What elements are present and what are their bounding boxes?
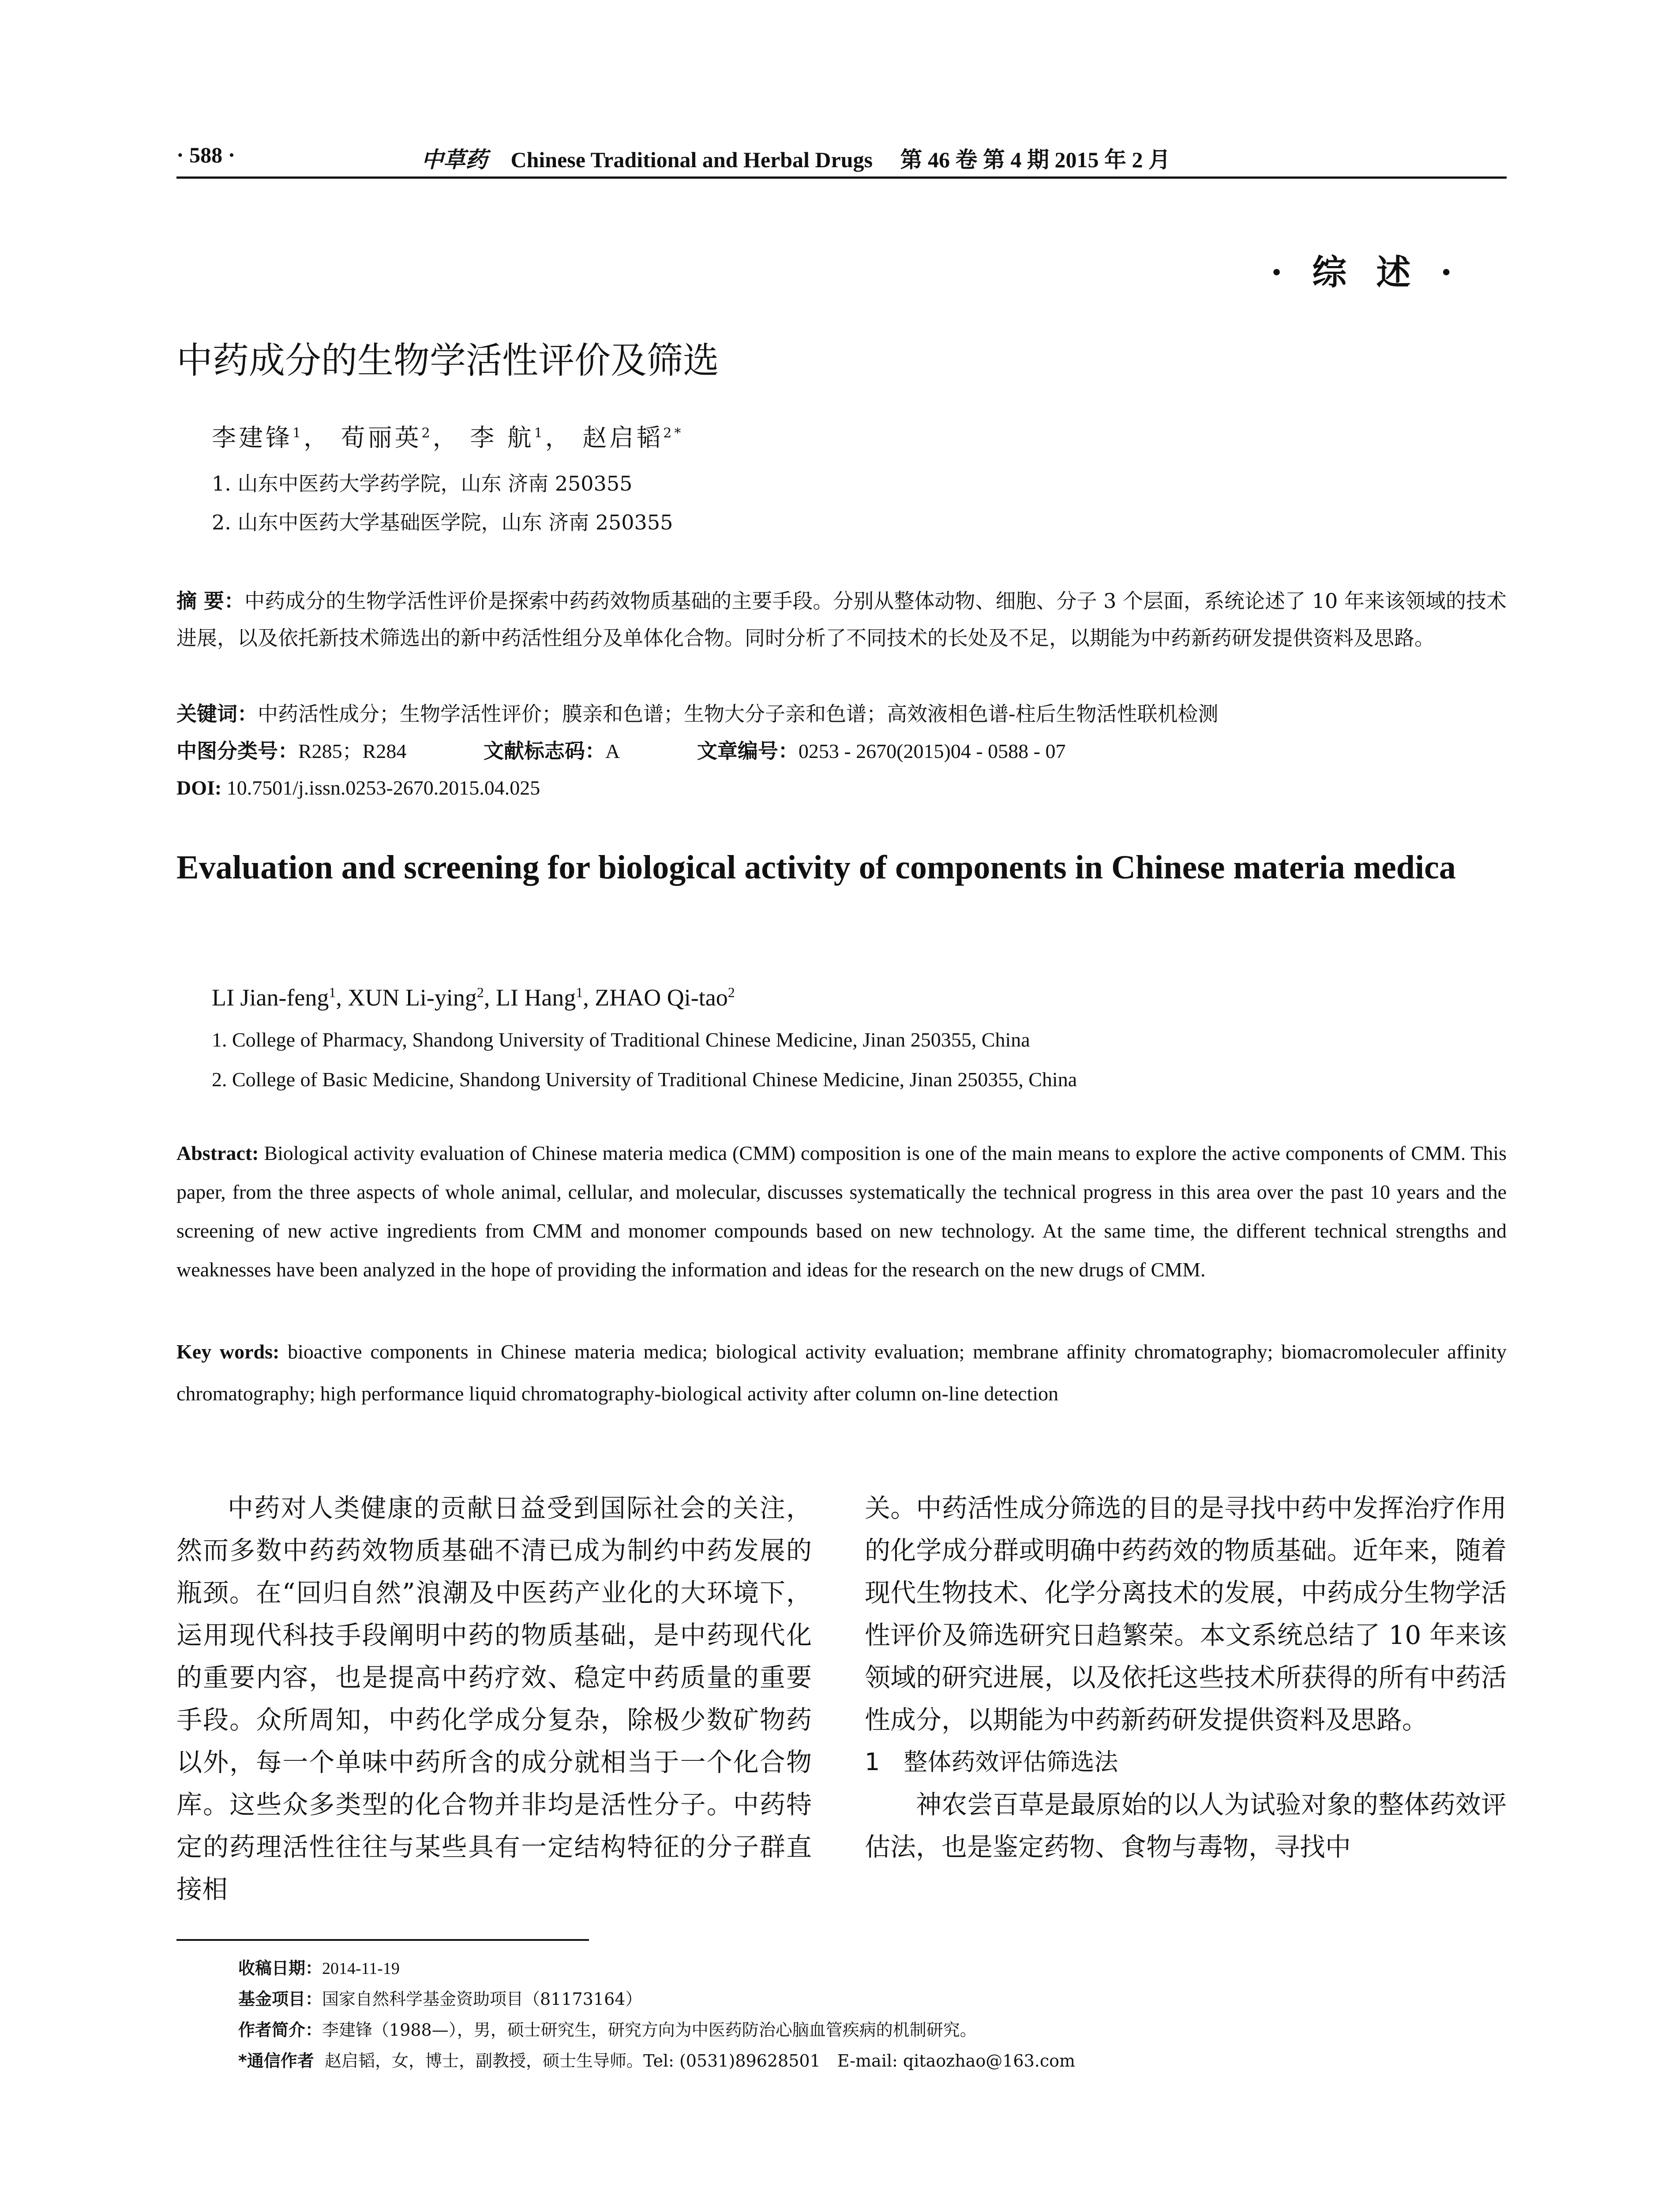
cn-authors: 李建锋$^1$， 荀丽英$^2$， 李 航$^1$， 赵启韬$^{2*}$ — [212, 424, 684, 452]
cn-abstract-label: 摘 要： — [176, 589, 245, 613]
en-keywords-label: Key words: — [176, 1340, 280, 1363]
doccode-value: A — [605, 740, 620, 762]
cn-keywords-label: 关键词： — [176, 702, 258, 726]
received-label: 收稿日期： — [238, 1958, 322, 1978]
section-heading: 1 整体药效评估筛选法 — [865, 1748, 1118, 1776]
clc-label: 中图分类号： — [176, 739, 298, 763]
cn-keywords-text: 中药活性成分；生物学活性评价；膜亲和色谱；生物大分子亲和色谱；高效液相色谱-柱后生物活性联机检测 — [258, 702, 1219, 726]
cn-author-aff: 1 — [534, 425, 545, 441]
doi-value: 10.7501/j.issn.0253-2670.2015.04.025 — [226, 777, 540, 799]
en-keywords-text: bioactive components in Chinese materia medica; biological activity evaluation; membrane affinity chromatography; biomacromoleculer affinity chromatography; high performance liquid chromatography-biological activity after column on-line detection — [176, 1340, 1507, 1405]
cn-affiliation: 2. 山东中医药大学基础医学院，山东 济南 250355 — [212, 510, 673, 534]
cn-title: 中药成分的生物学活性评价及筛选 — [176, 340, 720, 382]
en-author-name: LI Jian-feng — [212, 984, 329, 1011]
cn-author-aff: 2 — [421, 425, 433, 441]
en-author-name: XUN Li-ying — [348, 984, 477, 1011]
body-column-left — [176, 1487, 812, 1910]
cn-keywords — [176, 695, 1507, 732]
en-author-aff: 1 — [576, 984, 583, 1000]
articleno-value: 0253 - 2670(2015)04 - 0588 - 07 — [798, 740, 1066, 762]
en-affiliation: 1. College of Pharmacy, Shandong University of Traditional Chinese Medicine, Jinan 250355, China — [212, 1028, 1030, 1051]
cn-author-name: 李建锋 — [212, 424, 293, 452]
header-rule — [176, 176, 1507, 179]
corr-label: *通信作者 — [238, 2051, 314, 2071]
received-date: 2014-11-19 — [322, 1959, 400, 1978]
en-abstract-text: Biological activity evaluation of Chinese materia medica (CMM) composition is one of the main means to explore the active components of CMM. This paper, from the three aspects of whole animal, cellular, and molecular, discusses systematically the technical progress in this area over the past 10 years and the screening of new active ingredients from CMM and monomer compounds based on new technology. At the same time, the different technical strengths and weaknesses have been analyzed in the hope of providing the information and ideas for the research on the new drugs of CMM. — [176, 1142, 1507, 1281]
author-text: 李建锋（1988—），男，硕士研究生，研究方向为中医药防治心脑血管疾病的机制研究。 — [322, 2020, 977, 2040]
en-author-aff: 2 — [476, 984, 484, 1000]
fund-label: 基金项目： — [238, 1989, 322, 2009]
doi-label: DOI: — [176, 777, 222, 799]
fund-text: 国家自然科学基金资助项目（81173164） — [322, 1989, 642, 2009]
en-author-name: ZHAO Qi-tao — [595, 984, 728, 1011]
journal-issue: 第 46 卷 第 4 期 2015 年 2 月 — [900, 147, 1170, 172]
cn-classification — [176, 732, 1065, 770]
body-column-right — [865, 1487, 1507, 1868]
footnote-author — [238, 2016, 977, 2041]
articleno-label: 文章编号： — [697, 739, 799, 763]
journal-name-cn: 中草药 — [421, 147, 488, 172]
cn-author-name: 李 航 — [470, 424, 534, 452]
cn-abstract-text: 中药成分的生物学活性评价是探索中药药效物质基础的主要手段。分别从整体动物、细胞、分子 3 个层面，系统论述了 10 年来该领域的技术进展，以及依托新技术筛选出的新中药活性组分及单体化合物。同时分析了不同技术的长处及不足，以期能为中药新药研发提供资料及思路。 — [176, 589, 1507, 650]
footnote-received — [238, 1955, 400, 1979]
cn-author-aff: 2* — [663, 425, 684, 441]
footnote-corresponding — [238, 2047, 1075, 2071]
footnote-fund — [238, 1985, 642, 2010]
journal-name-en: Chinese Traditional and Herbal Drugs — [510, 147, 873, 172]
body-paragraph: 神农尝百草是最原始的以人为试验对象的整体药效评估法，也是鉴定药物、食物与毒物，寻找中 — [865, 1790, 1507, 1862]
cn-author-name: 荀丽英 — [341, 424, 422, 452]
en-author-name: LI Hang — [495, 984, 576, 1011]
body-paragraph: 中药对人类健康的贡献日益受到国际社会的关注，然而多数中药药效物质基础不清已成为制约中药发展的瓶颈。在“回归自然”浪潮及中医药产业化的大环境下，运用现代科技手段阐明中药的物质基础，是中药现代化的重要内容，也是提高中药疗效、稳定中药质量的重要手段。众所周知，中药化学成分复杂，除极少数矿物药以外，每一个单味中药所含的成分就相当于一个化合物库。这些众多类型的化合物并非均是活性分子。中药特定的药理活性往往与某些具有一定结构特征的分子群直接相 — [176, 1493, 812, 1904]
author-label: 作者简介： — [238, 2020, 322, 2040]
doi — [176, 769, 540, 807]
page-number: · 588 · — [176, 143, 236, 167]
footnote-rule — [176, 1939, 589, 1941]
corr-text: 赵启韬，女，博士，副教授，硕士生导师。Tel: (0531)89628501 E-mail: qitaozhao@163.com — [325, 2051, 1076, 2071]
en-abstract — [176, 1134, 1507, 1289]
en-author-aff: 1 — [329, 984, 336, 1000]
en-abstract-label: Abstract: — [176, 1142, 259, 1164]
journal-header — [421, 142, 1170, 174]
en-affiliation: 2. College of Basic Medicine, Shandong University of Traditional Chinese Medicine, Jinan 250355, China — [212, 1068, 1077, 1091]
body-paragraph: 关。中药活性成分筛选的目的是寻找中药中发挥治疗作用的化学成分群或明确中药药效的物质基础。近年来，随着现代生物技术、化学分离技术的发展，中药成分生物学活性评价及筛选研究日趋繁荣。本文系统总结了 10 年来该领域的研究进展，以及依托这些技术所获得的所有中药活性成分，以期能为中药新药研发提供资料及思路。 — [865, 1493, 1507, 1735]
cn-author-aff: 1 — [292, 425, 304, 441]
cn-abstract — [176, 582, 1507, 657]
clc-value: R285；R284 — [298, 740, 407, 762]
en-title: Evaluation and screening for biological activity of components in Chinese materia medica — [176, 849, 1456, 886]
cn-author-name: 赵启韬 — [582, 424, 664, 452]
en-authors: LI Jian-feng$^1$, XUN Li-ying$^2$, LI Hang$^1$, ZHAO Qi-tao$^2$ — [212, 984, 735, 1011]
en-author-aff: 2 — [728, 984, 735, 1000]
en-keywords — [176, 1331, 1507, 1414]
section-label: · 综 述 · — [1271, 252, 1461, 293]
cn-affiliation: 1. 山东中医药大学药学院，山东 济南 250355 — [212, 472, 633, 495]
doccode-label: 文献标志码： — [484, 739, 605, 763]
